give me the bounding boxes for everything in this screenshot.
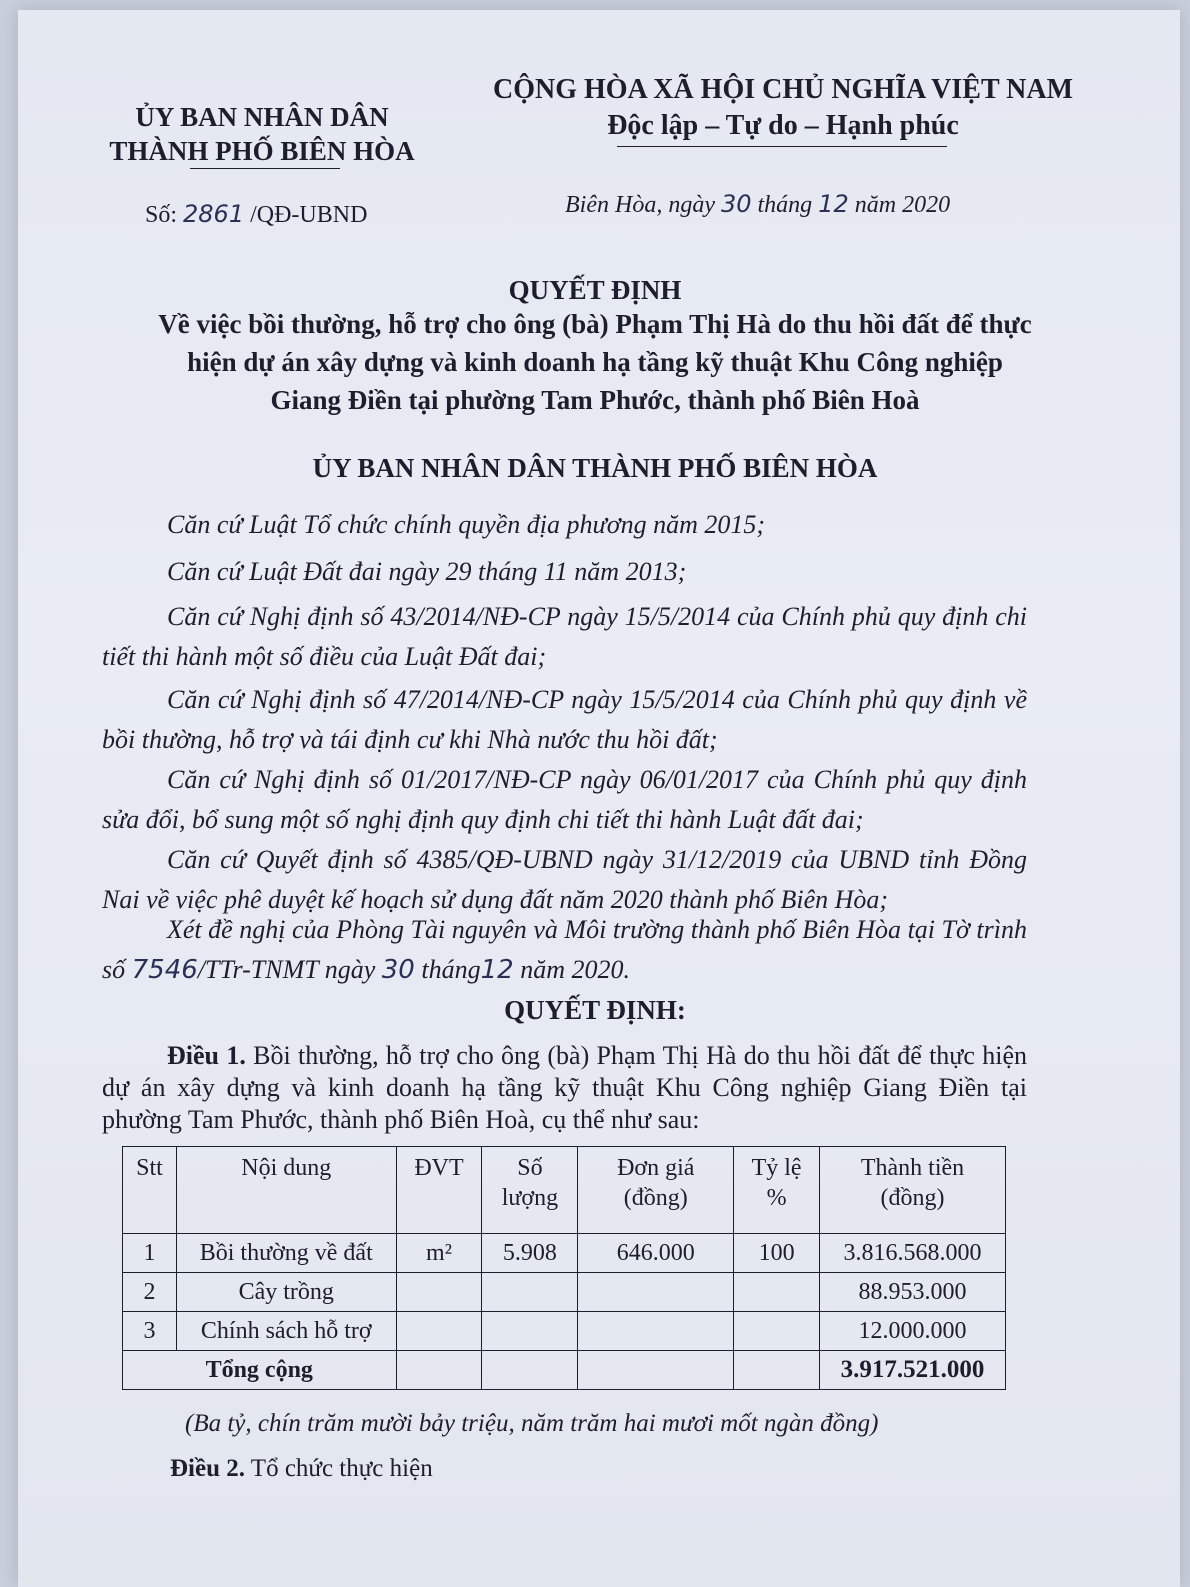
document-title: QUYẾT ĐỊNH	[508, 275, 682, 305]
handwritten-number: 2861	[183, 200, 245, 228]
issuer-underline	[190, 168, 340, 169]
article-2-label: Điều 2.	[170, 1455, 245, 1482]
table-cell: 3	[123, 1312, 177, 1351]
table-row	[123, 1273, 1006, 1312]
table-header: Tỷ lệ %	[734, 1147, 820, 1234]
table-cell	[734, 1351, 820, 1390]
table-cell: Cây trồng	[176, 1273, 396, 1312]
handwritten-month: 12	[818, 190, 849, 218]
document-number: Số: 2861 /QĐ-UBND	[145, 200, 368, 228]
handwritten-proposal-day: 30	[381, 955, 415, 985]
table-total-row	[123, 1351, 1006, 1390]
table-cell: 3.816.568.000	[820, 1234, 1006, 1273]
table-cell	[578, 1351, 734, 1390]
handwritten-proposal-number: 7546	[131, 955, 198, 985]
table-cell	[734, 1273, 820, 1312]
national-header	[488, 72, 1078, 144]
basis-3: Căn cứ Nghị định số 43/2014/NĐ-CP ngày 15/5/2014 của Chính phủ quy định chi tiết thi hành một số điều của Luật Đất đai;	[102, 602, 1027, 671]
table-cell	[482, 1312, 578, 1351]
basis-1: Căn cứ Luật Tổ chức chính quyền địa phương năm 2015;	[167, 510, 766, 539]
table-header: Số lượng	[482, 1147, 578, 1234]
issuer-line-2: THÀNH PHỐ BIÊN HÒA	[109, 136, 415, 166]
handwritten-day: 30	[720, 190, 752, 218]
table-cell	[396, 1312, 482, 1351]
compensation-table	[122, 1146, 1006, 1390]
table-cell: 2	[123, 1273, 177, 1312]
article-1-text: Bồi thường, hỗ trợ cho ông (bà) Phạm Thị Hà do thu hồi đất để thực hiện dự án xây dựng và kinh doanh hạ tầng kỹ thuật Khu Công nghiệp Giang Điền tại phường Tam Phước, thành phố Biên Hoà, cụ thể như sau:	[102, 1041, 1028, 1134]
article-2	[170, 1455, 433, 1483]
basis-5: Căn cứ Nghị định số 01/2017/NĐ-CP ngày 06/01/2017 của Chính phủ quy định sửa đổi, bổ sung một số nghị định quy định chi tiết thi hành Luật đất đai;	[102, 765, 1027, 834]
basis-6: Căn cứ Quyết định số 4385/QĐ-UBND ngày 31/12/2019 của UBND tỉnh Đồng Nai về việc phê duyệt kế hoạch sử dụng đất năm 2020 thành phố Biên Hòa;	[102, 845, 1027, 914]
article-1	[102, 1040, 1027, 1136]
basis-2: Căn cứ Luật Đất đai ngày 29 tháng 11 năm 2013;	[167, 557, 687, 586]
proposal-paragraph: Xét đề nghị của Phòng Tài nguyên và Môi trường thành phố Biên Hòa tại Tờ trình số 7546/TTr-TNMT ngày 30 tháng12 năm 2020.	[102, 915, 1027, 985]
table-row	[123, 1312, 1006, 1351]
issuer-line-1: ỦY BAN NHÂN DÂN	[135, 102, 389, 132]
table-header: Nội dung	[176, 1147, 396, 1234]
basis-4: Căn cứ Nghị định số 47/2014/NĐ-CP ngày 15/5/2014 của Chính phủ quy định về bồi thường, hỗ trợ và tái định cư khi Nhà nước thu hồi đất;	[102, 685, 1027, 754]
table-cell: 646.000	[578, 1234, 734, 1273]
national-motto: Độc lập – Tự do – Hạnh phúc	[607, 110, 959, 141]
handwritten-proposal-month: 12	[480, 955, 514, 985]
table-cell	[482, 1273, 578, 1312]
decision-heading: QUYẾT ĐỊNH:	[504, 995, 686, 1025]
table-cell: 1	[123, 1234, 177, 1273]
table-cell: 100	[734, 1234, 820, 1273]
table-header-row	[123, 1147, 1006, 1234]
table-header: Stt	[123, 1147, 177, 1234]
article-1-label: Điều 1.	[167, 1041, 246, 1070]
table-row	[123, 1234, 1006, 1273]
table-header: Đơn giá (đồng)	[578, 1147, 734, 1234]
table-cell: 88.953.000	[820, 1273, 1006, 1312]
table-cell: 12.000.000	[820, 1312, 1006, 1351]
table-cell: m²	[396, 1234, 482, 1273]
table-header: ĐVT	[396, 1147, 482, 1234]
table-cell: Bồi thường về đất	[176, 1234, 396, 1273]
article-2-text: Tổ chức thực hiện	[245, 1455, 433, 1482]
motto-underline	[617, 146, 947, 147]
table-cell: 5.908	[482, 1234, 578, 1273]
issuer-header	[92, 100, 432, 168]
table-cell	[578, 1312, 734, 1351]
document-date: Biên Hòa, ngày 30 tháng 12 năm 2020	[565, 190, 951, 218]
national-name: CỘNG HÒA XÃ HỘI CHỦ NGHĨA VIỆT NAM	[492, 74, 1074, 105]
authority-heading: ỦY BAN NHÂN DÂN THÀNH PHỐ BIÊN HÒA	[312, 453, 878, 483]
table-cell: Chính sách hỗ trợ	[176, 1312, 396, 1351]
total-label: Tổng cộng	[123, 1351, 397, 1390]
table-cell	[734, 1312, 820, 1351]
table-cell	[578, 1273, 734, 1312]
table-cell	[396, 1351, 482, 1390]
table-header: Thành tiền (đồng)	[820, 1147, 1006, 1234]
table-cell	[482, 1351, 578, 1390]
total-value: 3.917.521.000	[820, 1351, 1006, 1390]
document-subject: Về việc bồi thường, hỗ trợ cho ông (bà) Phạm Thị Hà do thu hồi đất để thực hiện dự án xây dựng và kinh doanh hạ tầng kỹ thuật Khu Công nghiệp Giang Điền tại phường Tam Phước, thành phố Biên Hoà	[158, 309, 1032, 415]
table-cell	[396, 1273, 482, 1312]
amount-in-words: (Ba tỷ, chín trăm mười bảy triệu, năm trăm hai mươi mốt ngàn đồng)	[185, 1410, 879, 1437]
